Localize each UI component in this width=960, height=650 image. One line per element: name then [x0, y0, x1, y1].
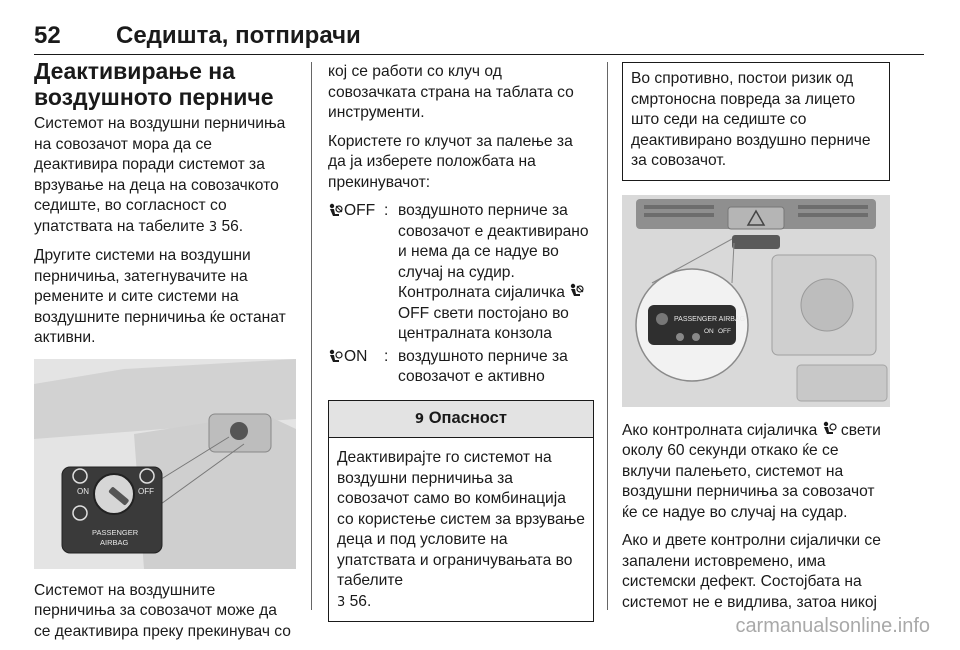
switch-label-passenger: PASSENGER	[92, 527, 139, 537]
airbag-off-icon	[328, 203, 343, 219]
column-1	[34, 58, 296, 650]
warning-cross-reference-page[interactable]: 56.	[345, 592, 372, 610]
paragraph-intro	[34, 114, 296, 238]
warning-title-text: Опасност	[428, 408, 507, 427]
switch-label-on: ON	[77, 486, 89, 496]
paragraph-indicator-text-b: свети околу 60 секунди откако ќе се вклучи палењето, системот на воздушни перничиња за совозачот ќе се надуе во случај на судар.	[622, 421, 881, 521]
warning-box	[328, 400, 594, 623]
switch-label-airbag: AIRBAG	[100, 537, 129, 547]
definition-on-colon: :	[384, 347, 389, 365]
column-2	[328, 62, 594, 622]
definition-off-description-part2: свети постојано во централната конзола	[398, 304, 569, 342]
warning-body	[329, 438, 593, 621]
definition-off-term: OFF	[344, 202, 376, 219]
paragraph-other-systems: Другите системи на воздушни перничиња, затегнувачите на ремените и сите системи на воздушните перничиња ќе останат активни.	[34, 247, 286, 346]
airbag-on-icon	[328, 349, 343, 365]
watermark: carmanualsonline.info	[735, 615, 930, 637]
warning-title	[329, 401, 593, 439]
page-header	[34, 16, 924, 55]
paragraph-key-switch: кој се работи со клуч од совозачката страна на таблата со инструменти.	[328, 63, 574, 121]
switch-label-off: OFF	[138, 486, 154, 496]
paragraph-use-key: Користете го клучот за палење за да ја изберете положбата на прекинувачот:	[328, 132, 573, 191]
definition-off-description-part1: воздушното перниче за совозачот е деактивирано и нема да се надуе во случај на судир. Контролната сијаличка	[398, 202, 589, 301]
column-divider-1	[311, 62, 312, 610]
definition-off-description	[398, 201, 594, 345]
console-indicator-illustration	[622, 195, 890, 407]
definition-off-inline-label: OFF	[398, 304, 430, 322]
definition-on-description: воздушното перниче за совозачот е активно	[398, 347, 568, 385]
figure-caption: Системот на воздушните перничиња за совозачот може да се деактивира преку прекинувач со	[34, 581, 291, 640]
photo-label-passenger-airbag: PASSENGER AIRBAG	[674, 315, 746, 323]
photo-label-on: ON	[704, 327, 714, 335]
definition-off	[328, 201, 594, 345]
section-heading: Деактивирање на воздушното перниче	[34, 58, 274, 110]
definition-off-colon: :	[384, 202, 389, 219]
warning-text: Деактивирајте го системот на воздушни перничиња за совозачот само во комбинација со користење систем за врзување деца и под условите на упатствата и ограничувањата во табелите	[337, 449, 585, 589]
switch-illustration	[34, 359, 296, 569]
paragraph-indicator-text-a: Ако контролната сијаличка	[622, 421, 822, 439]
cross-reference-arrow-icon: 3	[208, 219, 218, 235]
photo-label-off: OFF	[718, 327, 731, 335]
running-title: Седишта, потпирачи	[116, 22, 361, 49]
warning-triangle-icon: 9	[415, 411, 425, 427]
paragraph-indicator-on	[622, 421, 890, 524]
airbag-on-inline-icon	[822, 421, 837, 437]
glovebox-switch-drawing	[34, 359, 296, 569]
definition-on	[328, 347, 594, 388]
danger-continuation-box: Во спротивно, постои ризик од смртоносна повреда за лицето што седи на седиште со деактивирано воздушно перниче за совозачот.	[622, 62, 890, 181]
column-3	[622, 62, 890, 621]
cross-reference-page[interactable]: 56.	[217, 217, 244, 235]
warning-cross-reference-arrow-icon: 3	[337, 594, 346, 610]
column-divider-2	[607, 62, 608, 610]
paragraph-intro-text: Системот на воздушни перничиња на совозачот мора да се деактивира поради системот за врзување на деца на совозачкото седиште, во согласност со упатствата на табелите	[34, 115, 286, 235]
paragraph-system-fault: Ако и двете контролни сијалички се запалени истовремено, има системски дефект. Состојбата на системот не е видлива, затоа никој	[622, 532, 881, 611]
page-number: 52	[34, 22, 61, 49]
airbag-off-inline-icon	[569, 283, 584, 299]
center-console-drawing	[622, 195, 890, 407]
definition-on-term: ON	[344, 347, 368, 365]
